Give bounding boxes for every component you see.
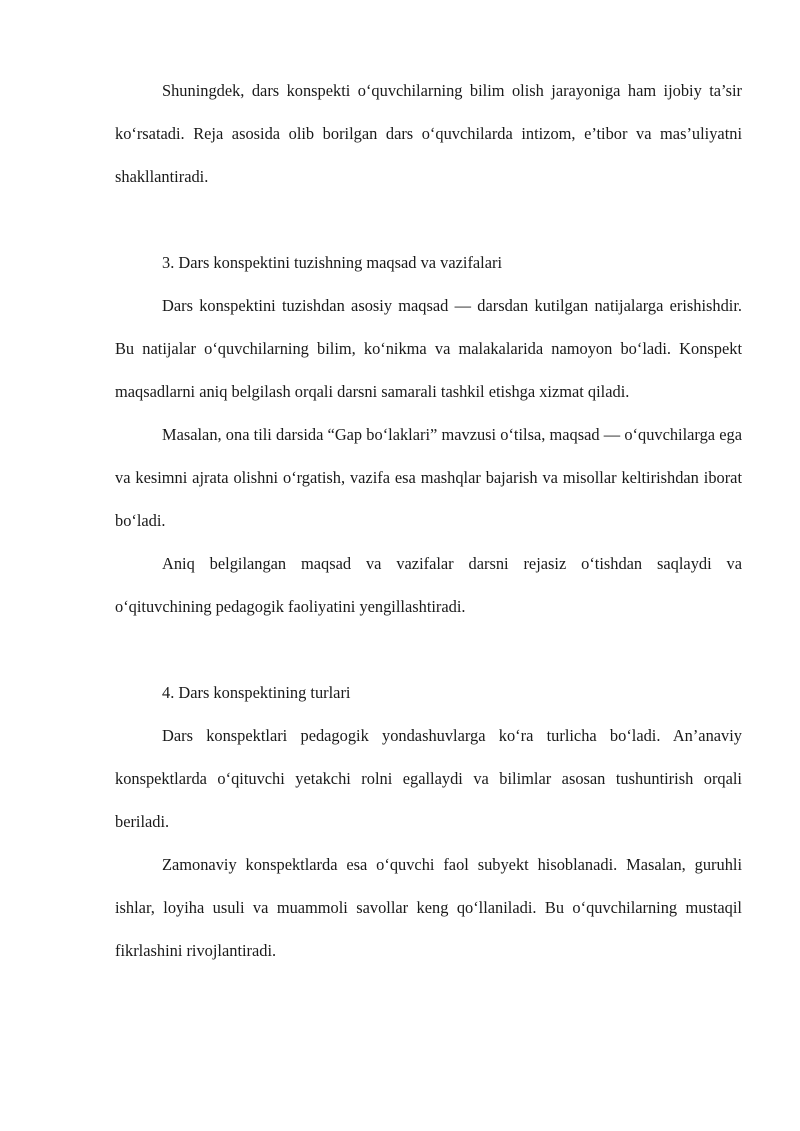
section-4-paragraph-1: Dars konspektlari pedagogik yondashuvlarga ko‘ra turlicha bo‘ladi. An’anaviy konspektlarda o‘qituvchi yetakchi rolni egallaydi va bilimlar asosan tushuntirish orqali beriladi. bbox=[115, 726, 742, 831]
section-3-paragraph-2: Masalan, ona tili darsida “Gap bo‘laklari” mavzusi o‘tilsa, maqsad — o‘quvchilarga ega va kesimni ajrata olishni o‘rgatish, vazifa esa mashqlar bajarish va misollar keltirishdan iborat bo‘ladi. bbox=[115, 425, 742, 530]
section-4-heading: 4. Dars konspektining turlari bbox=[162, 683, 351, 702]
intro-paragraph: Shuningdek, dars konspekti o‘quvchilarning bilim olish jarayoniga ham ijobiy ta’sir ko‘rsatadi. Reja asosida olib borilgan dars o‘quvchilarda intizom, e’tibor va mas’uliyatni shakllantiradi. bbox=[115, 81, 742, 186]
section-3-paragraph-3: Aniq belgilangan maqsad va vazifalar darsni rejasiz o‘tishdan saqlaydi va o‘qituvchining pedagogik faoliyatini yengillashtiradi. bbox=[115, 554, 742, 616]
section-3-heading: 3. Dars konspektini tuzishning maqsad va vazifalari bbox=[162, 253, 503, 272]
section-3-paragraph-1: Dars konspektini tuzishdan asosiy maqsad — darsdan kutilgan natijalarga erishishdir. Bu natijalar o‘quvchilarning bilim, ko‘nikma va malakalarida namoyon bo‘ladi. Konspekt maqsadlarni aniq belgilash orqali darsni samarali tashkil etishga xizmat qiladi. bbox=[115, 296, 742, 401]
section-4-paragraph-2: Zamonaviy konspektlarda esa o‘quvchi faol subyekt hisoblanadi. Masalan, guruhli ishlar, loyiha usuli va muammoli savollar keng qo‘llaniladi. Bu o‘quvchilarning mustaqil fikrlashini rivojlantiradi. bbox=[115, 855, 742, 960]
